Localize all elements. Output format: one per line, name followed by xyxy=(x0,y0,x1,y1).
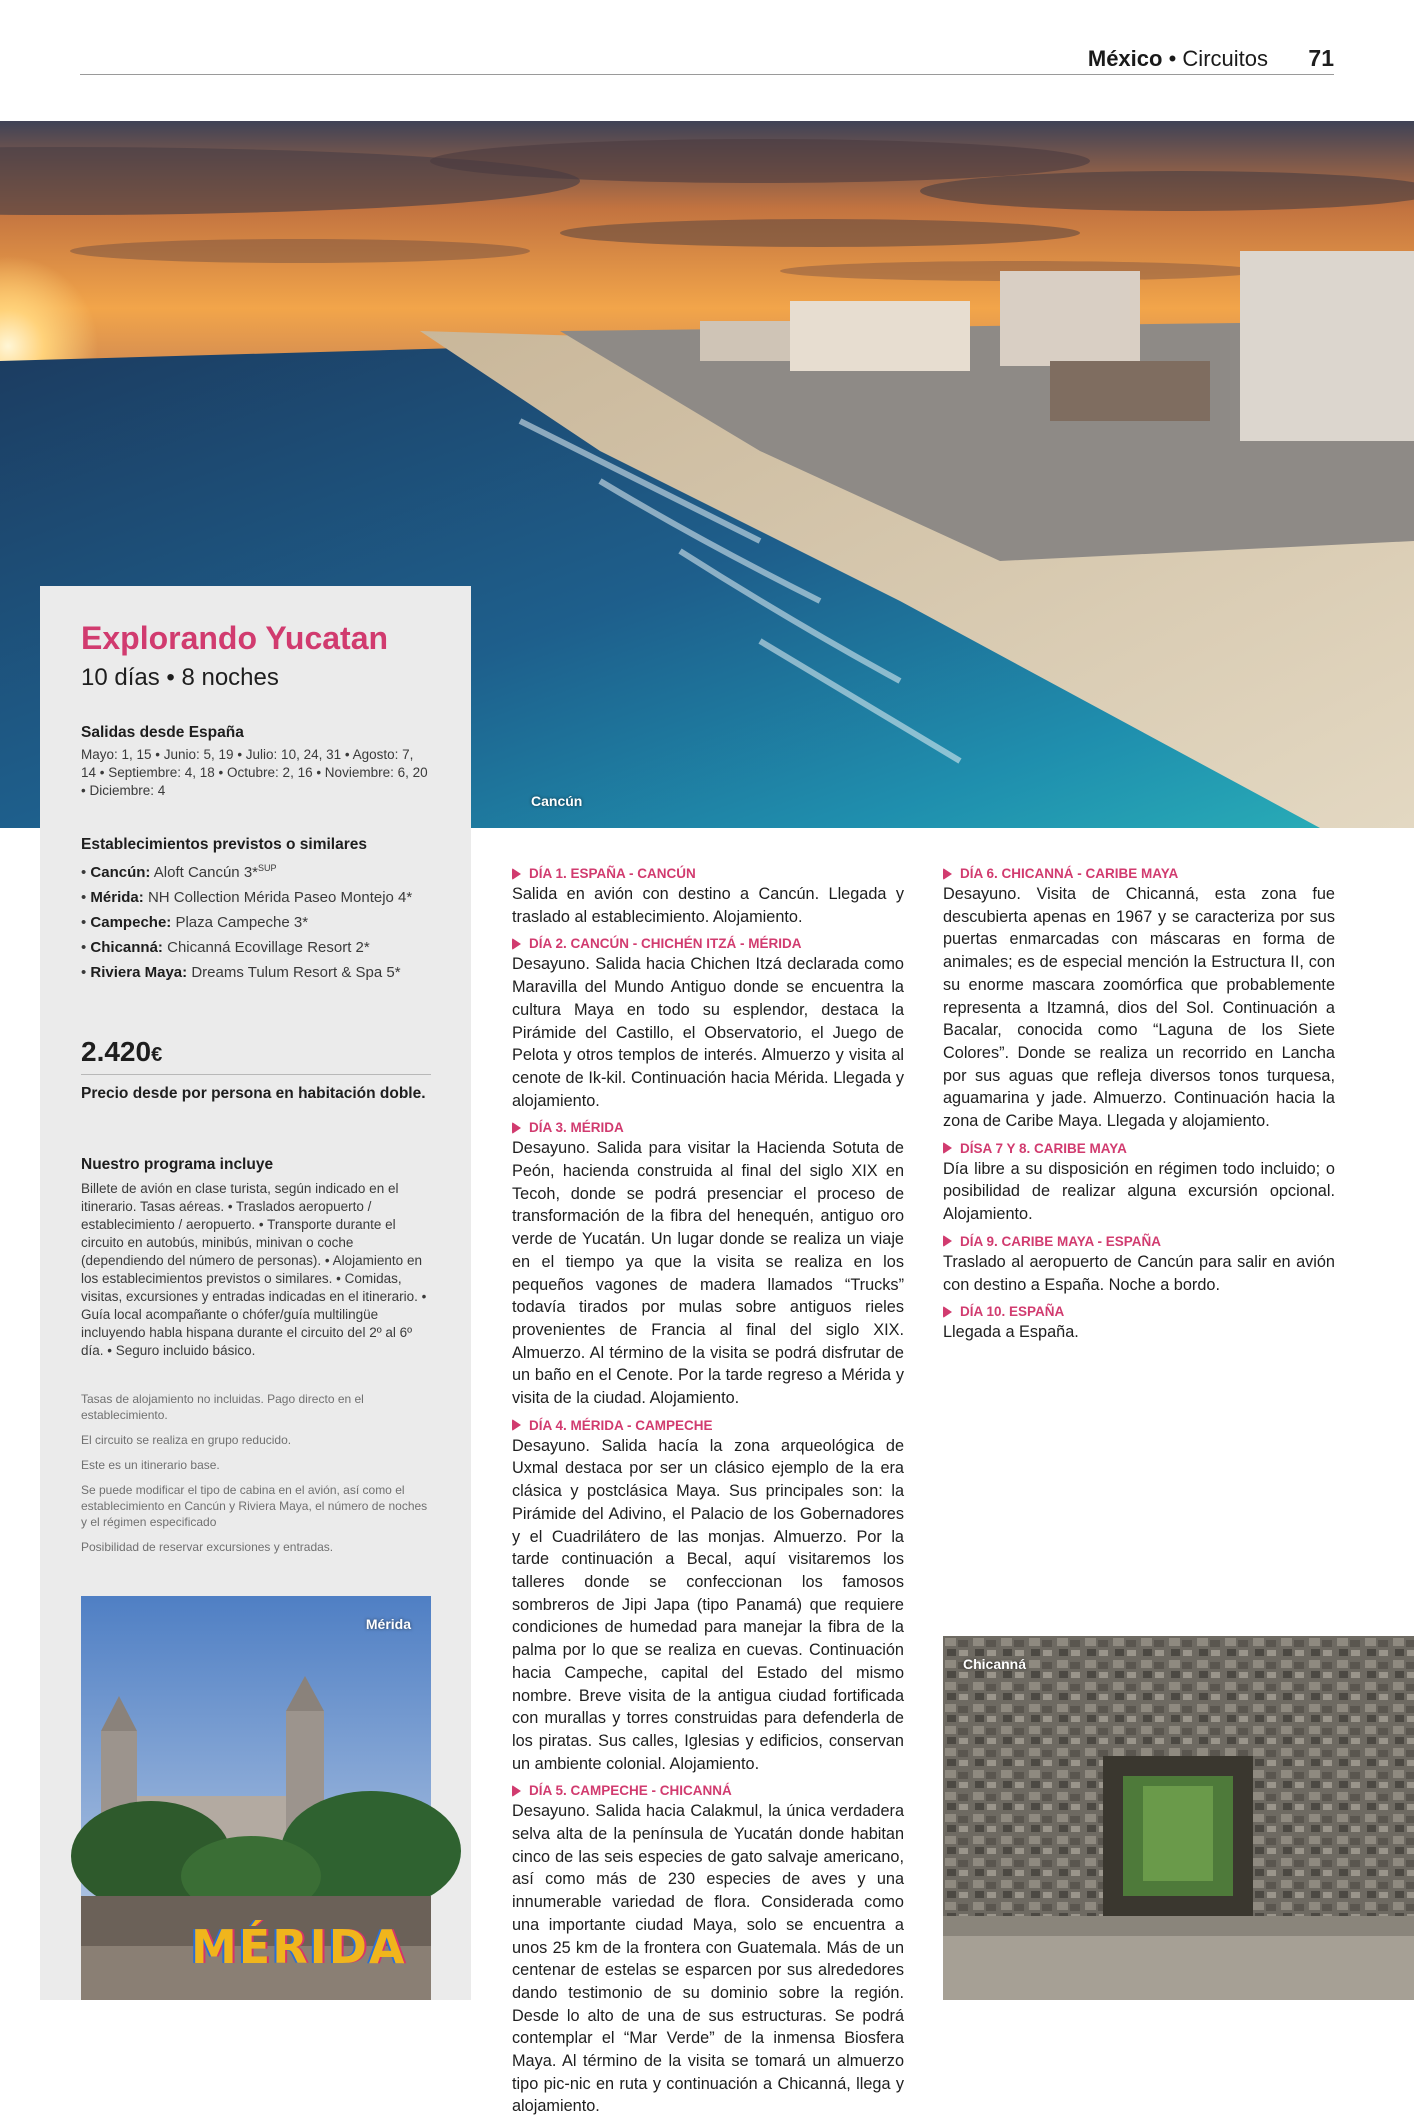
day-title: DÍSA 7 Y 8. CARIBE MAYA xyxy=(960,1140,1127,1156)
itinerary-day xyxy=(943,1141,1335,1226)
departures-section xyxy=(81,724,431,800)
itinerary-day xyxy=(943,1234,1335,1296)
day-title: DÍA 10. ESPAÑA xyxy=(960,1304,1065,1320)
day-text: Día libre a su disposición en régimen todo incluido; o posibilidad de realizar alguna excursión opcional. Alojamiento. xyxy=(943,1159,1335,1224)
day-title: DÍA 6. CHICANNÁ - CARIBE MAYA xyxy=(960,866,1179,881)
day-title: DÍA 5. CAMPECHE - CHICANNÁ xyxy=(529,1783,732,1799)
note: Este es un itinerario base. xyxy=(81,1458,220,1472)
hotel-item: • Cancún: Aloft Cancún 3*$^{SUP}$ xyxy=(81,863,277,881)
hero-caption: Cancún xyxy=(531,793,583,809)
day-title: DÍA 9. CARIBE MAYA - ESPAÑA xyxy=(960,1233,1162,1249)
breadcrumb xyxy=(1088,46,1268,72)
price-section xyxy=(81,1036,431,1105)
arrow-bullet-icon xyxy=(512,1122,521,1134)
itinerary-column-2 xyxy=(943,866,1335,1352)
price xyxy=(81,1036,431,1075)
price-currency: € xyxy=(151,1044,163,1066)
day-title: DÍA 2. CANCÚN - CHICHÉN ITZÁ - MÉRIDA xyxy=(529,936,802,952)
program-section xyxy=(81,1156,431,1360)
hotel-item: • Chicanná: Chicanná Ecovillage Resort 2* xyxy=(81,939,370,956)
itinerary-day xyxy=(943,1304,1335,1344)
day-title: DÍA 4. MÉRIDA - CAMPECHE xyxy=(529,1417,713,1433)
note: El circuito se realiza en grupo reducido. xyxy=(81,1433,292,1447)
hotel-item: • Campeche: Plaza Campeche 3* xyxy=(81,914,309,931)
program-heading: Nuestro programa incluye xyxy=(81,1156,274,1173)
arrow-bullet-icon xyxy=(512,868,521,880)
breadcrumb-country: México xyxy=(1087,46,1163,71)
departures-heading: Salidas desde España xyxy=(81,724,244,741)
page-header xyxy=(80,40,1334,75)
merida-photo xyxy=(81,1596,431,2000)
departures-dates: Mayo: 1, 15 • Junio: 5, 19 • Julio: 10, 24, 31 • Agosto: 7, 14 • Septiembre: 4, 18 • Octubre: 2, 16 • Noviembre: 6, 20 • Diciembre: 4 xyxy=(81,747,428,798)
chicanna-photo xyxy=(943,1636,1414,2000)
arrow-bullet-icon xyxy=(943,1142,952,1154)
hotel-item: • Mérida: NH Collection Mérida Paseo Montejo 4* xyxy=(81,889,413,906)
chicanna-caption: Chicanná xyxy=(963,1656,1027,1672)
day-text: Desayuno. Salida para visitar la Hacienda Sotuta de Peón, hacienda construida al final del siglo XIX en Tecoh, donde se podrá presenciar el proceso de transformación de la fibra del henequén, antiguo oro verde de Yucatán. Un lugar donde se realiza un viaje en el tiempo ya que la visita se realiza en los pequeños vagones de madera llamados “Trucks” todavía tirados por mulas sobre antiguos rieles provenientes de Francia al final del siglo XIX. Almuerzo. Al término de la visita se podrá disfrutar de un baño en el Cenote. Por la tarde regreso a Mérida y visita de la ciudad. Alojamiento. xyxy=(512,1139,904,1408)
day-text: Salida en avión con destino a Cancún. Llegada y traslado al establecimiento. Alojamiento. xyxy=(512,885,904,926)
breadcrumb-separator: • xyxy=(1168,46,1177,71)
price-note: Precio desde por persona en habitación doble. xyxy=(81,1085,426,1102)
arrow-bullet-icon xyxy=(943,868,952,880)
hotel-item: • Riviera Maya: Dreams Tulum Resort & Spa 5* xyxy=(81,964,401,981)
trip-duration: 10 días • 8 noches xyxy=(81,664,279,691)
itinerary-day xyxy=(943,866,1335,1133)
arrow-bullet-icon xyxy=(512,1785,521,1797)
trip-title: Explorando Yucatan xyxy=(81,620,389,656)
price-value: 2.420 xyxy=(81,1036,152,1067)
arrow-bullet-icon xyxy=(512,1419,521,1431)
breadcrumb-section: Circuitos xyxy=(1182,46,1268,71)
program-text: Billete de avión en clase turista, según indicado en el itinerario. Tasas aéreas. • Traslados aeropuerto / establecimiento / aeropuerto. • Transporte durante el circuito en autobús, minibús, minivan o coche (dependiendo del número de personas). • Alojamiento en los establecimientos previstos o similares. • Comidas, visitas, excursiones y entradas indicadas en el itinerario. • Guía local acompañante o chófer/guía multilingüe incluyendo habla hispana durante el circuito del 2º al 6º día. • Seguro incluido básico. xyxy=(81,1181,427,1358)
merida-sign: MÉRIDA xyxy=(191,1920,407,1974)
itinerary-column-1 xyxy=(512,866,904,2116)
arrow-bullet-icon xyxy=(943,1306,952,1318)
day-text: Desayuno. Visita de Chicanná, esta zona fue descubierta apenas en 1967 y se caracteriza por sus puertas enmarcadas con máscaras en forma de animales; es de especial mención la Estructura II, con su enorme mascara zoomórfica que probablemente representa a Itzamná, dios del Sol. Continuación a Bacalar, conocida como “Laguna de los Siete Colores”. Donde se realiza un recorrido en Lancha por sus aguas que refleja diversos tonos turquesa, aguamarina y jade. Almuerzo. Continuación hacia la zona de Caribe Maya. Llegada y alojamiento. xyxy=(943,885,1335,1131)
notes-section xyxy=(81,1391,431,1564)
merida-caption: Mérida xyxy=(365,1616,411,1632)
day-text: Desayuno. Salida hacia Calakmul, la única verdadera selva alta de la península de Yucatán donde habitan cinco de las seis especies de gato salvaje americano, así como más de 230 especies de aves y una innumerable variedad de flora. Considerada como una importante ciudad Maya, solo se encuentra a unos 25 km de la frontera con Guatemala. Más de un centenar de estelas se esparcen por sus alrededores dando testimonio de su dominio sobre la región. Desde lo alto de una de sus estructuras. Se podrá contemplar el “Mar Verde” de la inmensa Biosfera Maya. Al término de la visita se tomará un almuerzo tipo pic-nic en ruta y continuación a Chicanná, llega y alojamiento. xyxy=(512,1802,904,2116)
arrow-bullet-icon xyxy=(943,1235,952,1247)
hotels-heading: Establecimientos previstos o similares xyxy=(81,836,368,853)
hotels-section xyxy=(81,836,431,988)
hotels-list xyxy=(81,858,431,983)
itinerary-day xyxy=(512,1783,904,2116)
day-text: Traslado al aeropuerto de Cancún para salir en avión con destino a España. Noche a bordo. xyxy=(943,1252,1335,1294)
note: Posibilidad de reservar excursiones y entradas. xyxy=(81,1540,334,1554)
arrow-bullet-icon xyxy=(512,938,521,950)
day-text: Desayuno. Salida hacía la zona arqueológica de Uxmal destaca por ser un clásico ejemplo de la era clásica y postclásica Maya. Sus principales son: la Pirámide del Adivino, el Palacio de los Gobernadores y el Cuadrilátero de las monjas. Almuerzo. Por la tarde continuación a Becal, aquí visitaremos los talleres donde se confeccionan los famosos sombreros de Jipi Japa (tipo Panamá) que requiere condiciones de humedad para manejar la fibra de la palma por lo que se realiza en cuevas. Continuación hacia Campeche, capital del Estado del mismo nombre. Breve visita de la antigua ciudad fortificada con murallas y torres construidas para defenderla de los piratas. Sus calles, Iglesias y edificios, conservan un ambiente colonial. Alojamiento. xyxy=(512,1436,904,1773)
itinerary-day xyxy=(512,1120,904,1409)
day-text: Llegada a España. xyxy=(943,1323,1079,1342)
itinerary-day xyxy=(512,866,904,928)
day-title: DÍA 3. MÉRIDA xyxy=(529,1120,624,1136)
day-title: DÍA 1. ESPAÑA - CANCÚN xyxy=(529,866,696,881)
note: Se puede modificar el tipo de cabina en el avión, así como el establecimiento en Cancún y Riviera Maya, el número de noches y el régimen especificado xyxy=(81,1483,428,1529)
day-text: Desayuno. Salida hacia Chichen Itzá declarada como Maravilla del Mundo Antiguo donde se encuentra la cultura Maya en todo su esplendor, destaca la Pirámide del Castillo, el Observatorio, el Juego de Pelota y otros templos de interés. Almuerzo y visita al cenote de Ik-kil. Continuación hacia Mérida. Llegada y alojamiento. xyxy=(512,955,904,1110)
page-number: 71 xyxy=(1308,45,1334,71)
note: Tasas de alojamiento no incluidas. Pago directo en el establecimiento. xyxy=(81,1392,364,1422)
itinerary-day xyxy=(512,936,904,1112)
itinerary-day xyxy=(512,1418,904,1776)
